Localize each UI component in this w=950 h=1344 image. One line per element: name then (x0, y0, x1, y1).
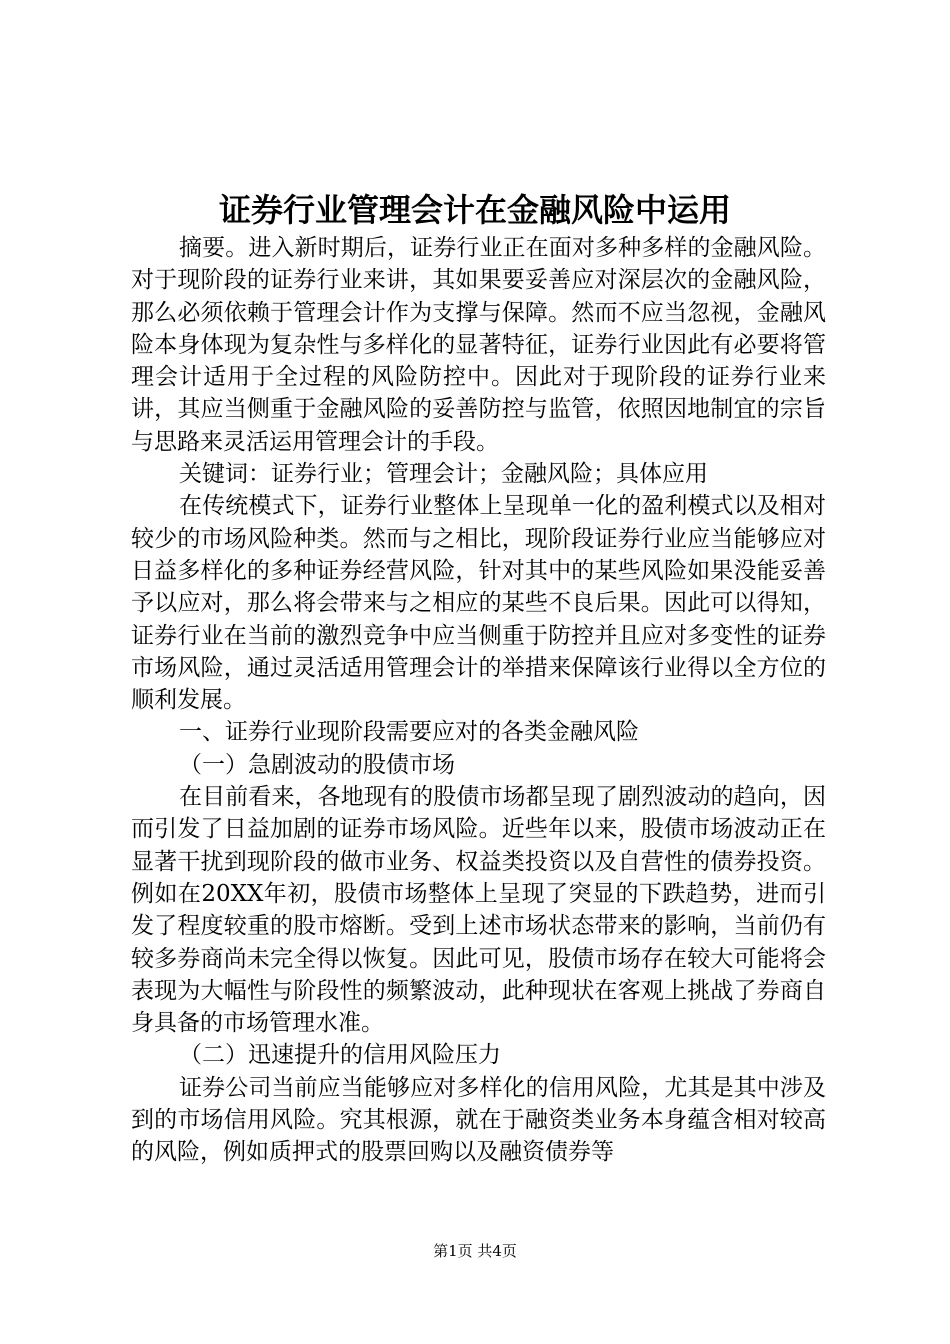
body-paragraph: 证券公司当前应当能够应对多样化的信用风险，尤其是其中涉及到的市场信用风险。究其根源，就在于融资类业务本身蕴含相对较高的风险，例如质押式的股票回购以及融资债券等 (131, 1074, 826, 1166)
intro-paragraph: 在传统模式下，证券行业整体上呈现单一化的盈利模式以及相对较少的市场风险种类。然而与之相比，现阶段证券行业应当能够应对日益多样化的多种证券经营风险，针对其中的某些风险如果没能妥善予以应对，那么将会带来与之相应的某些不良后果。因此可以得知，证券行业在当前的激烈竞争中应当侧重于防控并且应对多变性的证券市场风险，通过灵活适用管理会计的举措来保障该行业得以全方位的顺利发展。 (131, 493, 826, 714)
section-heading-1: 一、证券行业现阶段需要应对的各类金融风险 (179, 719, 639, 746)
document-title: 证券行业管理会计在金融风险中运用 (218, 191, 731, 229)
document-body (131, 232, 826, 1169)
page-number-footer: 第1页 共4页 (433, 1242, 517, 1260)
subsection-heading-2: （二）迅速提升的信用风险压力 (179, 1042, 501, 1069)
body-paragraph: 在目前看来，各地现有的股债市场都呈现了剧烈波动的趋向，因而引发了日益加剧的证券市场风险。近些年以来，股债市场波动正在显著干扰到现阶段的做市业务、权益类投资以及自营性的债券投资。例如在20XX年初，股债市场整体上呈现了突显的下跌趋势，进而引发了程度较重的股市熔断。受到上述市场状态带来的影响，当前仍有较多券商尚未完全得以恢复。因此可见，股债市场存在较大可能将会表现为大幅性与阶段性的频繁波动，此种现状在客观上挑战了券商自身具备的市场管理水准。 (131, 784, 826, 1037)
keywords-paragraph: 关键词：证券行业；管理会计；金融风险；具体应用 (179, 461, 708, 488)
subsection-heading-1: （一）急剧波动的股债市场 (179, 751, 455, 778)
abstract-paragraph: 摘要。进入新时期后，证券行业正在面对多种多样的金融风险。对于现阶段的证券行业来讲，其如果要妥善应对深层次的金融风险，那么必须依赖于管理会计作为支撑与保障。然而不应当忽视，金融风险本身体现为复杂性与多样化的显著特征，证券行业因此有必要将管理会计适用于全过程的风险防控中。因此对于现阶段的证券行业来讲，其应当侧重于金融风险的妥善防控与监管，依照因地制宜的宗旨与思路来灵活运用管理会计的手段。 (131, 235, 826, 455)
